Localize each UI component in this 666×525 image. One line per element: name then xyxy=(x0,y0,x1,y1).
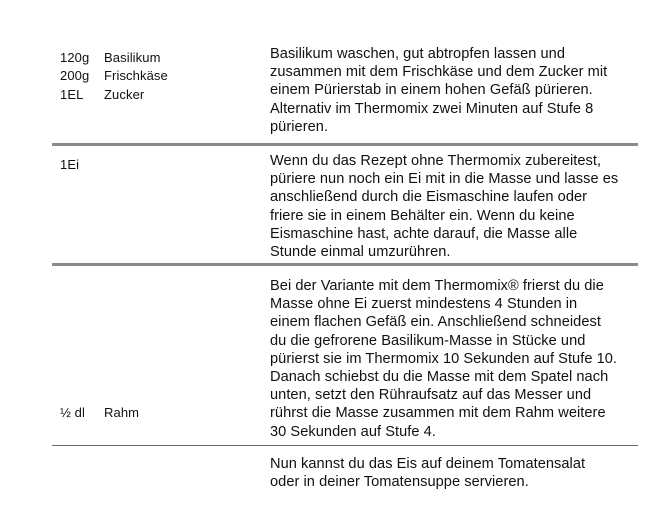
instruction-line: Masse ohne Ei zuerst mindestens 4 Stunden in xyxy=(270,296,578,313)
instruction-line: Bei der Variante mit dem Thermomix® frierst du die xyxy=(270,278,604,294)
instruction-text xyxy=(270,277,630,441)
ingredient-quantity: 1EL xyxy=(60,86,84,102)
instruction-line: rührst die Masse zusammen mit dem Rahm weitere xyxy=(270,405,606,422)
instruction-line: einem flachen Gefäß ein. Anschließend schneidest xyxy=(270,314,601,331)
instruction-line: Basilikum waschen, gut abtropfen lassen und xyxy=(270,46,566,62)
instruction-line: pürieren. xyxy=(270,118,329,135)
ingredient-list xyxy=(60,155,260,174)
ingredient-quantity: ½ dl xyxy=(60,404,85,420)
ingredient-row xyxy=(60,67,260,86)
instruction-line: friere sie in einem Behälter ein. Wenn du keine xyxy=(270,207,575,224)
instruction-line: pürierst sie im Thermomix 10 Sekunden auf Stufe 10. xyxy=(270,350,618,367)
ingredient-row xyxy=(60,155,260,174)
instruction-line: einem Pürierstab in einem hohen Gefäß pürieren. xyxy=(270,82,593,99)
instruction-line: Alternativ im Thermomix zwei Minuten auf Stufe 8 xyxy=(270,100,594,117)
ingredient-row xyxy=(60,403,260,422)
ingredient-name: Basilikum xyxy=(104,49,161,65)
ingredient-name: Rahm xyxy=(104,404,140,420)
row-divider xyxy=(52,143,638,146)
instruction-line: Nun kannst du das Eis auf deinem Tomatensalat xyxy=(270,456,586,472)
ingredient-quantity: 120g xyxy=(60,49,90,65)
instruction-line: Stunde einmal umzurühren. xyxy=(270,244,451,261)
instruction-line: zusammen mit dem Frischkäse und dem Zucker mit xyxy=(270,64,608,81)
instruction-line: 30 Sekunden auf Stufe 4. xyxy=(270,423,436,440)
row-divider xyxy=(52,445,638,446)
ingredient-row xyxy=(60,48,260,67)
instruction-line: Wenn du das Rezept ohne Thermomix zubereitest, xyxy=(270,153,602,169)
instruction-line: du die gefrorene Basilikum-Masse in Stücke und xyxy=(270,332,586,349)
ingredient-quantity: 200g xyxy=(60,68,90,84)
instruction-line: püriere nun noch ein Ei mit in die Masse und lasse es xyxy=(270,171,619,188)
instruction-line: unten, setzt den Rühraufsatz auf das Messer und xyxy=(270,387,592,404)
ingredient-row xyxy=(60,85,260,104)
instruction-text xyxy=(270,45,630,136)
instruction-line: Eismaschine hast, achte darauf, die Masse alle xyxy=(270,225,578,242)
ingredient-name: Zucker xyxy=(104,86,145,102)
instruction-text xyxy=(270,455,630,491)
instruction-line: anschließend durch die Eismaschine laufen oder xyxy=(270,189,588,206)
ingredient-name: Frischkäse xyxy=(104,68,168,84)
instruction-line: oder in deiner Tomatensuppe servieren. xyxy=(270,474,529,491)
ingredient-quantity: 1Ei xyxy=(60,156,80,172)
instruction-line: Danach schiebst du die Masse mit dem Spatel nach xyxy=(270,369,609,386)
ingredient-list xyxy=(60,48,260,104)
ingredient-list xyxy=(60,403,260,422)
row-divider xyxy=(52,263,638,266)
instruction-text xyxy=(270,152,630,261)
